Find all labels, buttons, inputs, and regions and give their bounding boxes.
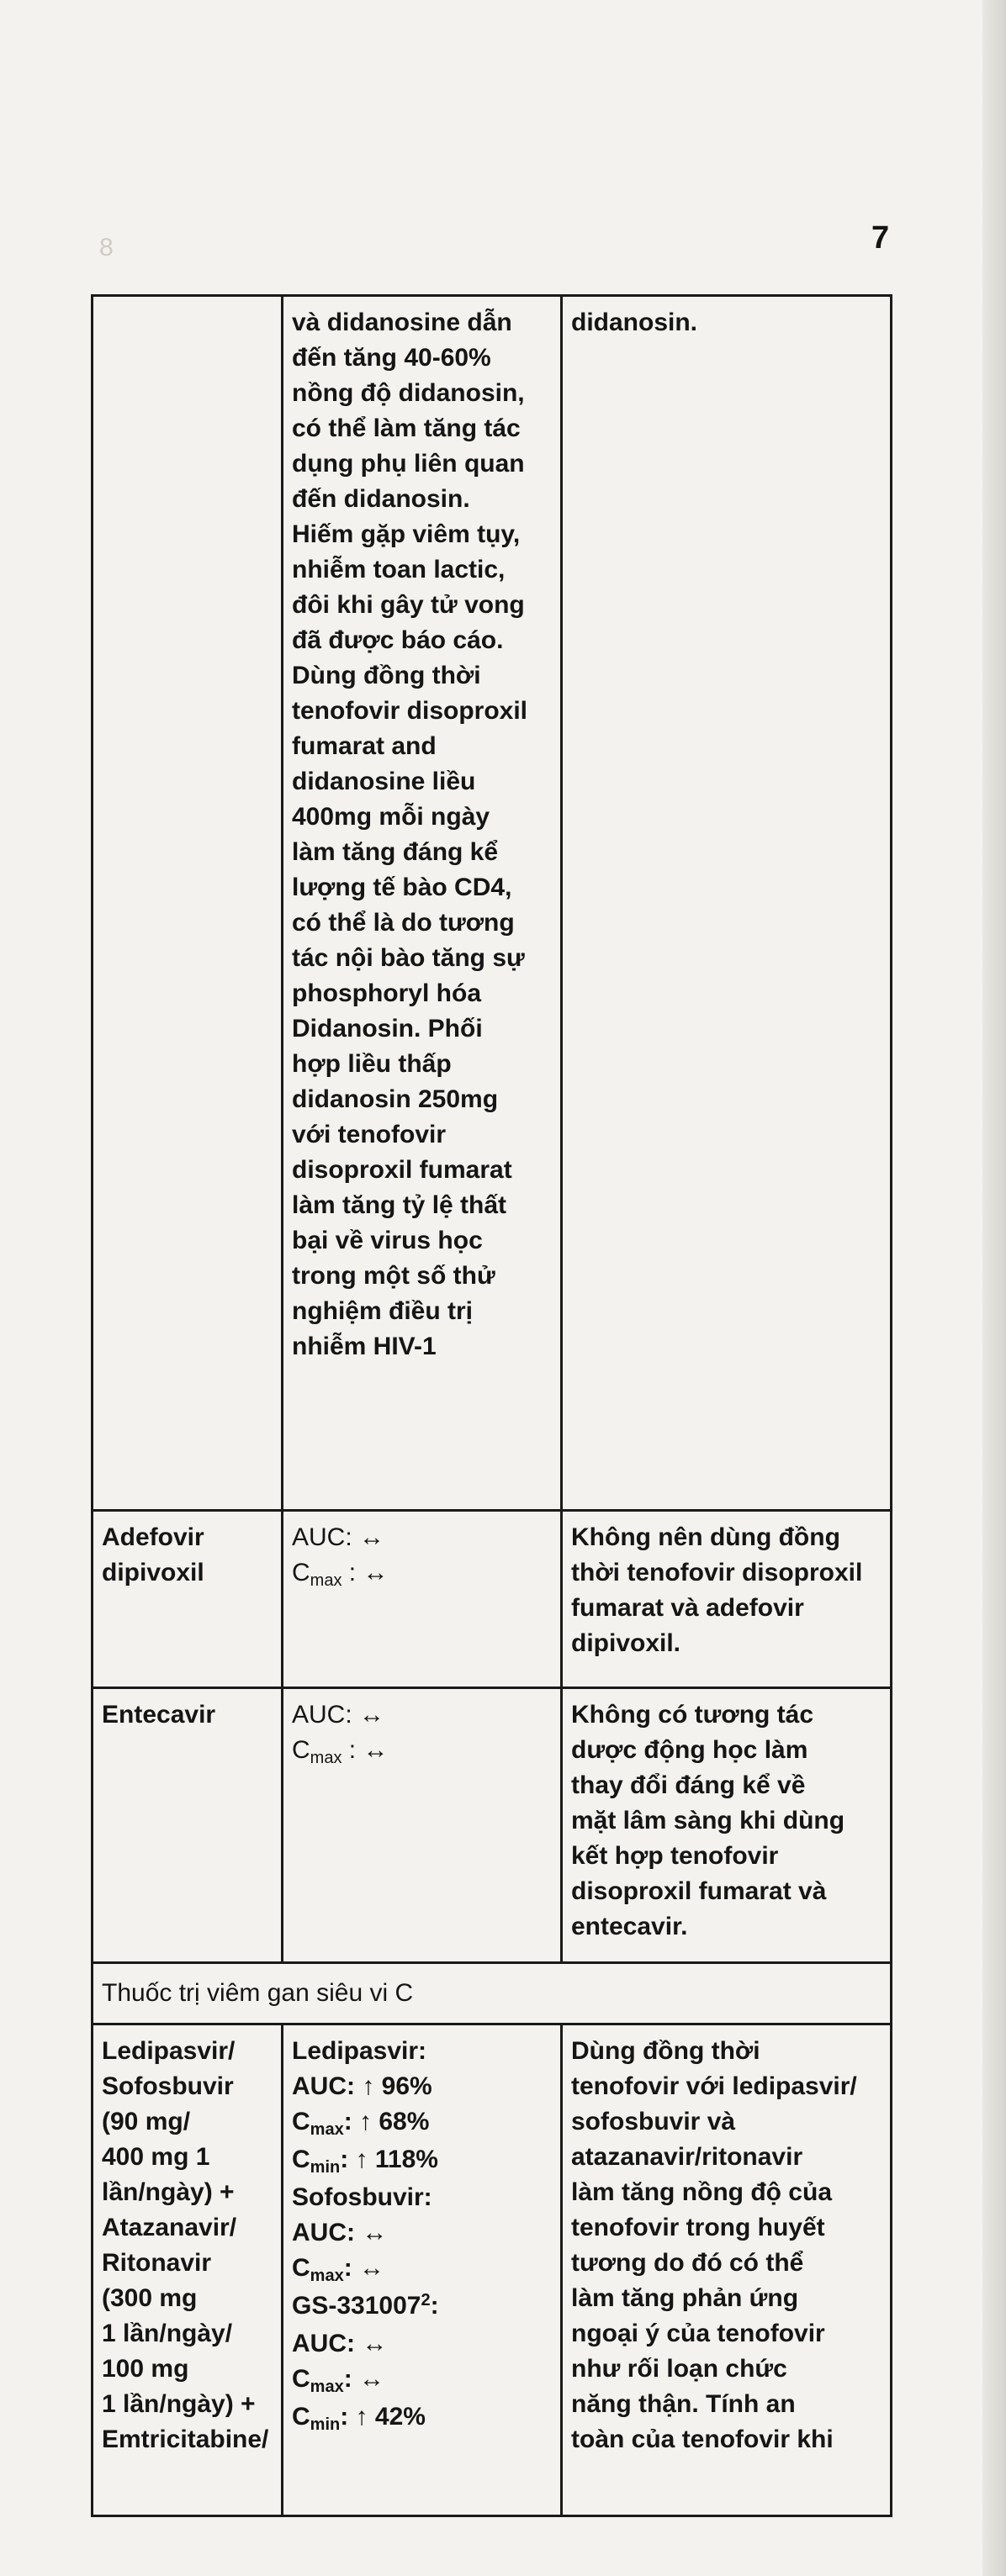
cmin-value: : ↑ 118% — [340, 2146, 438, 2173]
effect-line: Ledipasvir: — [292, 2037, 427, 2065]
cmax-value: : ↔ — [343, 2254, 385, 2282]
cmax-subscript: max — [310, 2120, 344, 2139]
footnote-superscript: 2 — [421, 2291, 431, 2309]
drug-cell — [93, 296, 283, 1511]
table-row-ledipasvir — [93, 2024, 892, 2516]
cmax-value: : ↑ 68% — [343, 2108, 430, 2135]
page-number: 7 — [871, 220, 890, 256]
cmax-value: : ↔ — [342, 1559, 389, 1586]
effect-cell — [283, 2024, 562, 2516]
table-row-entecavir — [93, 1688, 892, 1963]
table-row-adefovir — [93, 1511, 892, 1688]
cmin-label: C — [292, 2146, 310, 2173]
effect-line: AUC: ↔ — [292, 2330, 388, 2357]
effect-line: AUC: ↔ — [292, 2219, 388, 2246]
auc-value: AUC: ↔ — [292, 1523, 385, 1551]
cmax-label: C — [292, 2108, 310, 2135]
cmax-subscript: max — [310, 2378, 344, 2396]
recommendation-cell: Không có tương tác dược động học làm thay đổi đáng kể về mặt lâm sàng khi dùng kết hợp tenofovir disoproxil fumarat và entecavir. — [562, 1688, 892, 1963]
metabolite-label: GS-331007 — [292, 2292, 421, 2320]
scan-edge — [982, 0, 1006, 2576]
effect-line: Sofosbuvir: — [292, 2183, 432, 2211]
cmin-subscript: min — [310, 2415, 341, 2434]
drug-cell: Entecavir — [93, 1688, 283, 1963]
cmax-subscript: max — [310, 2267, 344, 2285]
table-section-row — [93, 1963, 892, 2024]
drug-interaction-table — [91, 294, 892, 2517]
recommendation-cell: Không nên dùng đồng thời tenofovir disoproxil fumarat và adefovir dipivoxil. — [562, 1511, 892, 1688]
bleed-through-page-number: 8 — [99, 234, 114, 261]
cmax-value: : ↔ — [343, 2365, 385, 2393]
cmax-value: : ↔ — [342, 1736, 389, 1764]
drug-cell: Ledipasvir/ Sofosbuvir (90 mg/ 400 mg 1 lần/ngày) + Atazanavir/ Ritonavir (300 mg 1 lần/ngày/ 100 mg 1 lần/ngày) + Emtricitabine/ — [93, 2024, 283, 2516]
effect-cell — [283, 1511, 562, 1688]
cmax-subscript: max — [310, 1749, 342, 1767]
recommendation-cell: Dùng đồng thời tenofovir với ledipasvir/ sofosbuvir và atazanavir/ritonavir làm tăng nồng độ của tenofovir trong huyết tương do đó có thể làm tăng phản ứng ngoại ý của tenofovir như rối loạn chức năng thận. Tính an toàn của tenofovir khi — [562, 2024, 892, 2516]
recommendation-cell: didanosin. — [562, 296, 892, 1511]
metabolite-colon: : — [430, 2292, 439, 2320]
drug-cell: Adefovir dipivoxil — [93, 1511, 283, 1688]
auc-value: AUC: ↔ — [292, 1701, 385, 1729]
cmin-value: : ↑ 42% — [340, 2403, 426, 2431]
effect-line: AUC: ↑ 96% — [292, 2072, 432, 2100]
cmax-label: C — [292, 2254, 310, 2282]
cmax-subscript: max — [310, 1571, 342, 1590]
cmax-label: C — [292, 1736, 310, 1764]
section-heading: Thuốc trị viêm gan siêu vi C — [93, 1963, 892, 2024]
effect-cell — [283, 1688, 562, 1963]
table-row-didanosine — [93, 296, 892, 1511]
cmax-label: C — [292, 1559, 310, 1586]
cmin-subscript: min — [310, 2158, 341, 2177]
cmax-label: C — [292, 2365, 310, 2393]
cmin-label: C — [292, 2403, 310, 2431]
effect-cell: và didanosine dẫn đến tăng 40-60% nồng độ didanosin, có thể làm tăng tác dụng phụ liên quan đến didanosin. Hiếm gặp viêm tụy, nhiễm toan lactic, đôi khi gây tử vong đã được báo cáo. Dùng đồng thời tenofovir disoproxil fumarat and didanosine liều 400mg mỗi ngày làm tăng đáng kể lượng tế bào CD4, có thể là do tương tác nội bào tăng sự phosphoryl hóa Didanosin. Phối hợp liều thấp didanosin 250mg với tenofovir disoproxil fumarat làm tăng tỷ lệ thất bại về virus học trong một số thử nghiệm điều trị nhiễm HIV-1 — [283, 296, 562, 1511]
